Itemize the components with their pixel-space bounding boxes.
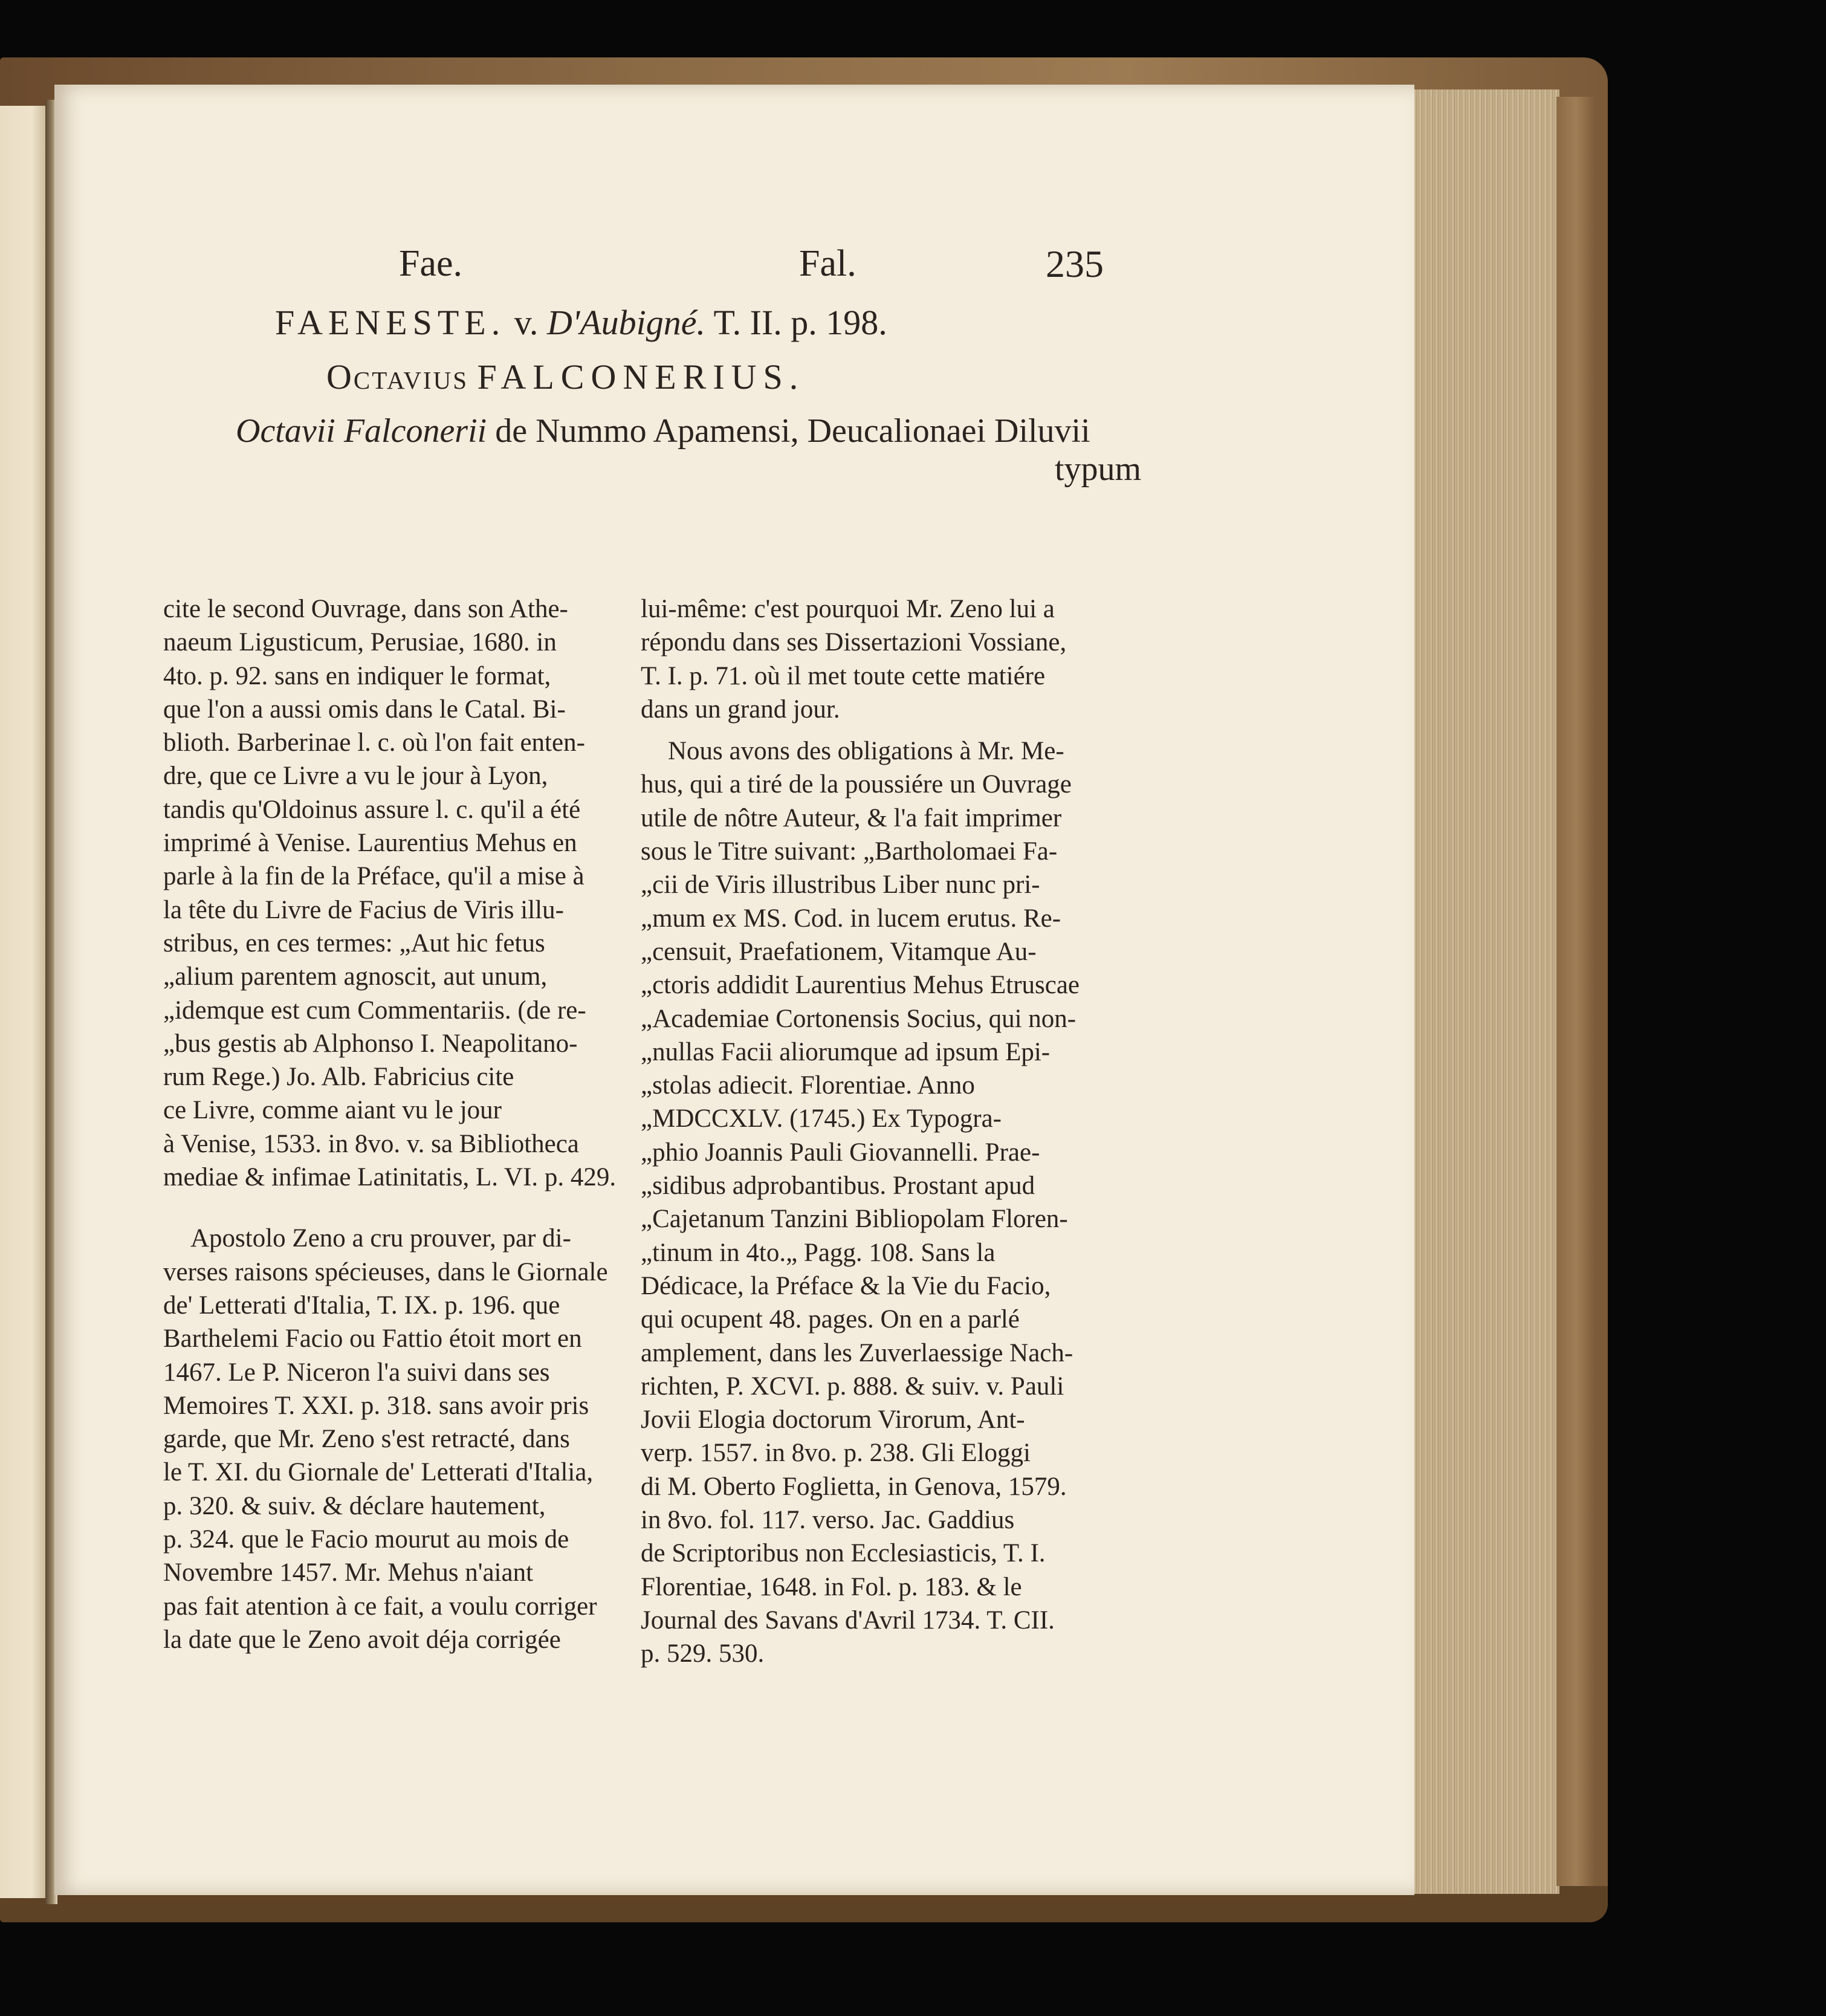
- text-line: mediae & infimae Latinitatis, L. VI. p. 429.: [163, 1163, 617, 1192]
- text-line: p. 320. & suiv. & déclare hautement,: [163, 1491, 546, 1520]
- text-line: „Cajetanum Tanzini Bibliopolam Floren-: [641, 1205, 1068, 1234]
- text-line: stribus, en ces termes: „Aut hic fetus: [163, 929, 545, 958]
- text-line: verp. 1557. in 8vo. p. 238. Gli Eloggi: [641, 1439, 1031, 1468]
- text-line: verses raisons spécieuses, dans le Giornale: [163, 1257, 608, 1286]
- text-line: „stolas adiecit. Florentiae. Anno: [641, 1071, 975, 1100]
- text-line: de' Letterati d'Italia, T. IX. p. 196. que: [163, 1291, 560, 1320]
- running-head-left: Fae.: [399, 243, 463, 284]
- text-line: „alium parentem agnoscit, aut unum,: [163, 962, 548, 991]
- text-line: „tinum in 4to.„ Pagg. 108. Sans la: [641, 1238, 996, 1267]
- left-paragraph-2: [163, 1222, 671, 1656]
- text-line: imprimé à Venise. Laurentius Mehus en: [163, 829, 577, 858]
- left-facing-page: [0, 106, 45, 1898]
- right-paragraph-1: [641, 592, 1148, 726]
- text-line: „ctoris addidit Laurentius Mehus Etruscae: [641, 971, 1080, 1000]
- text-line: Florentiae, 1648. in Fol. p. 183. & le: [641, 1572, 1022, 1601]
- text-line: tandis qu'Oldoinus assure l. c. qu'il a été: [163, 795, 581, 824]
- text-line: 1467. Le P. Niceron l'a suivi dans ses: [163, 1358, 550, 1387]
- text-line: rum Rege.) Jo. Alb. Fabricius cite: [163, 1063, 514, 1092]
- right-text-column: [641, 592, 1148, 1671]
- text-line: dans un grand jour.: [641, 695, 840, 724]
- text-line: la date que le Zeno avoit déja corrigée: [163, 1625, 561, 1654]
- text-line: blioth. Barberinae l. c. où l'on fait enten-: [163, 728, 585, 757]
- text-line: le T. XI. du Giornale de' Letterati d'Italia,: [163, 1458, 594, 1487]
- right-paragraph-2: [641, 734, 1148, 1670]
- text-line: parle à la fin de la Préface, qu'il a mise à: [163, 862, 584, 891]
- book-title-author: Octavii Falconerii: [236, 412, 487, 450]
- text-line: qui ocupent 48. pages. On en a parlé: [641, 1305, 1020, 1334]
- text-line: „cii de Viris illustribus Liber nunc pri-: [641, 870, 1040, 899]
- text-line: p. 529. 530.: [641, 1639, 765, 1668]
- text-line: dre, que ce Livre a vu le jour à Lyon,: [163, 762, 548, 791]
- text-line: sous le Titre suivant: „Bartholomaei Fa-: [641, 837, 1058, 866]
- text-line: garde, que Mr. Zeno s'est retracté, dans: [163, 1425, 570, 1454]
- text-line: „Academiae Cortonensis Socius, qui non-: [641, 1004, 1076, 1033]
- page-content: [54, 85, 1414, 1895]
- text-line: richten, P. XCVI. p. 888. & suiv. v. Pauli: [641, 1372, 1064, 1401]
- text-line: à Venise, 1533. in 8vo. v. sa Bibliotheca: [163, 1129, 579, 1158]
- text-line: que l'on a aussi omis dans le Catal. Bi-: [163, 695, 566, 724]
- page-number: 235: [1046, 242, 1104, 285]
- text-line: Barthelemi Facio ou Fattio étoit mort en: [163, 1324, 582, 1353]
- text-line: „censuit, Praefationem, Vitamque Au-: [641, 937, 1037, 966]
- entry-ref-v: v.: [514, 303, 539, 342]
- text-line: di M. Oberto Foglietta, in Genova, 1579.: [641, 1472, 1067, 1501]
- entry-ref-author: D'Aubigné.: [546, 303, 706, 342]
- text-line: „mum ex MS. Cod. in lucem erutus. Re-: [641, 904, 1061, 933]
- text-line: „bus gestis ab Alphonso I. Neapolitano-: [163, 1029, 578, 1058]
- page-edges: [1411, 89, 1559, 1894]
- text-line: T. I. p. 71. où il met toute cette matiére: [641, 661, 1046, 690]
- entry-heading-faeneste: [275, 305, 887, 340]
- text-line: utile de nôtre Auteur, & l'a fait imprimer: [641, 803, 1062, 832]
- text-line: Novembre 1457. Mr. Mehus n'aiant: [163, 1558, 534, 1587]
- text-line: „idemque est cum Commentariis. (de re-: [163, 996, 586, 1025]
- text-line: Dédicace, la Préface & la Vie du Facio,: [641, 1271, 1051, 1300]
- text-line: „sidibus adprobantibus. Prostant apud: [641, 1172, 1035, 1201]
- text-line: „MDCCXLV. (1745.) Ex Typogra-: [641, 1104, 1002, 1133]
- text-line: répondu dans ses Dissertazioni Vossiane,: [641, 628, 1067, 657]
- text-line: de Scriptoribus non Ecclesiasticis, T. I.: [641, 1539, 1046, 1568]
- text-line: ce Livre, comme aiant vu le jour: [163, 1096, 502, 1125]
- text-line: Memoires T. XXI. p. 318. sans avoir pris: [163, 1391, 589, 1420]
- text-line: cite le second Ouvrage, dans son Athe-: [163, 595, 568, 623]
- text-line: „nullas Facii aliorumque ad ipsum Epi-: [641, 1037, 1051, 1066]
- book-title-continuation: typum: [1055, 450, 1142, 488]
- left-text-column: [163, 592, 671, 1656]
- left-paragraph-1: [163, 592, 671, 1194]
- text-line: in 8vo. fol. 117. verso. Jac. Gaddius: [641, 1506, 1015, 1535]
- text-line: p. 324. que le Facio mourut au mois de: [163, 1525, 569, 1554]
- text-line: hus, qui a tiré de la poussiére un Ouvrage: [641, 770, 1072, 799]
- text-line: amplement, dans les Zuverlaessige Nach-: [641, 1338, 1073, 1367]
- entry-title: FAENESTE.: [275, 303, 506, 342]
- text-line: Nous avons des obligations à Mr. Me-: [668, 737, 1064, 766]
- entry-heading-falconerius: [326, 357, 805, 397]
- entry-surname: FALCONERIUS.: [477, 357, 805, 397]
- cover-edge: [1556, 97, 1596, 1886]
- text-line: la tête du Livre de Facius de Viris illu-: [163, 895, 564, 924]
- text-line: Jovii Elogia doctorum Virorum, Ant-: [641, 1405, 1025, 1434]
- book-title-line: [236, 414, 1090, 448]
- book-page: [54, 85, 1414, 1895]
- text-line: Journal des Savans d'Avril 1734. T. CII.: [641, 1606, 1055, 1635]
- text-line: 4to. p. 92. sans en indiquer le format,: [163, 661, 551, 690]
- book-title-text: de Nummo Apamensi, Deucalionaei Diluvii: [495, 412, 1090, 450]
- entry-first-name: Octavius: [326, 357, 468, 397]
- text-line: naeum Ligusticum, Perusiae, 1680. in: [163, 628, 557, 657]
- text-line: Apostolo Zeno a cru prouver, par di-: [190, 1224, 571, 1253]
- text-line: „phio Joannis Pauli Giovannelli. Prae-: [641, 1138, 1040, 1167]
- text-line: pas fait atention à ce fait, a voulu corriger: [163, 1592, 597, 1621]
- running-head-center: Fal.: [799, 243, 856, 284]
- entry-ref-volume: T. II. p. 198.: [713, 303, 887, 342]
- text-line: lui-même: c'est pourquoi Mr. Zeno lui a: [641, 595, 1055, 623]
